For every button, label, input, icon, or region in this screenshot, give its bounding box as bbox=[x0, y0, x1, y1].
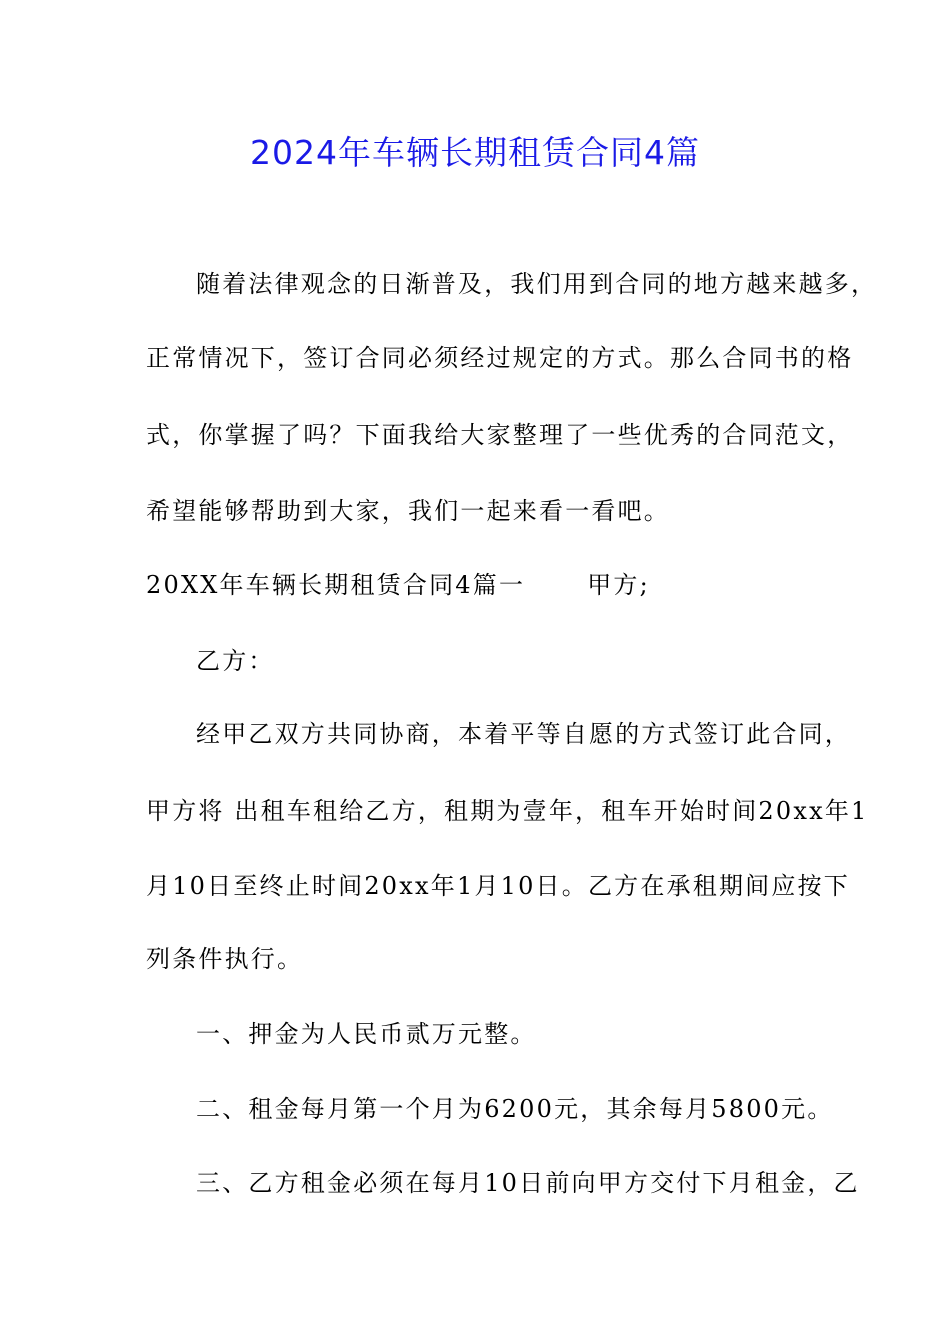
section-heading-row bbox=[146, 569, 650, 601]
agreement-line-1: 经甲乙双方共同协商，本着平等自愿的方式签订此合同， bbox=[196, 720, 851, 748]
document-title: 2024年车辆长期租赁合同4篇 bbox=[250, 133, 700, 172]
clause-1: 一、押金为人民币贰万元整。 bbox=[196, 1020, 537, 1048]
section-heading: 20XX年车辆长期租赁合同4篇一 bbox=[146, 571, 526, 599]
agreement-line-3: 月10日至终止时间20xx年1月10日。乙方在承租期间应按下 bbox=[146, 872, 850, 900]
agreement-line-2: 甲方将 出租车租给乙方，租期为壹年，租车开始时间20xx年1 bbox=[146, 797, 869, 825]
clause-3: 三、乙方租金必须在每月10日前向甲方交付下月租金，乙 bbox=[196, 1169, 860, 1197]
intro-line-2: 正常情况下，签订合同必须经过规定的方式。那么合同书的格 bbox=[146, 344, 854, 372]
agreement-line-4: 列条件执行。 bbox=[146, 945, 304, 973]
party-b-label: 乙方： bbox=[196, 647, 275, 675]
intro-line-4: 希望能够帮助到大家，我们一起来看一看吧。 bbox=[146, 497, 670, 525]
intro-line-3: 式，你掌握了吗？下面我给大家整理了一些优秀的合同范文， bbox=[146, 421, 854, 449]
party-a-label: 甲方; bbox=[587, 571, 650, 599]
intro-line-1: 随着法律观念的日渐普及，我们用到合同的地方越来越多， bbox=[196, 270, 878, 298]
clause-2: 二、租金每月第一个月为6200元，其余每月5800元。 bbox=[196, 1095, 834, 1123]
